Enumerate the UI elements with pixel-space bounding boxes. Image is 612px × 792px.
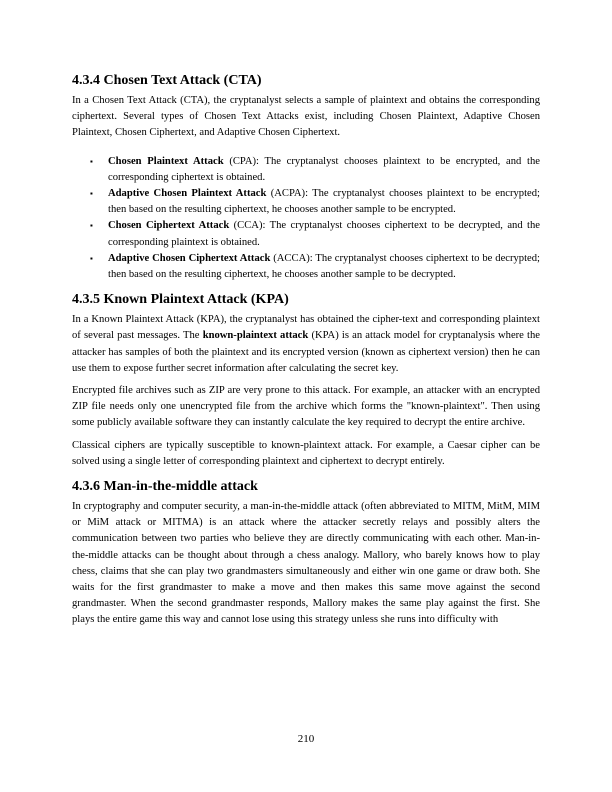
paragraph-text: (KPA) is an attack model for cryptanalysis where the attacker has samples of both the plaintext and its encrypted version (known as ciphertext version) then he can use them to expose further secret information after calculating the secret key. (72, 330, 540, 374)
section-mitm (72, 478, 540, 629)
section-heading: 4.3.6 Man-in-the-middle attack (72, 479, 258, 495)
bullet-text: The cryptanalyst chooses ciphertext to be decrypted, and the corresponding plaintext is obtained. (108, 220, 540, 248)
section-paragraph (72, 312, 540, 377)
list-item (108, 186, 540, 218)
section-kpa (72, 291, 540, 470)
section-heading: 4.3.4 Chosen Text Attack (CTA) (72, 73, 262, 88)
paragraph-text: In a Known Plaintext Attack (KPA), the cryptanalyst has obtained the cipher-text and corresponding plaintext of several past messages. The (72, 314, 540, 342)
bullet-abbr: (ACPA): (266, 188, 309, 200)
bullet-abbr: (ACCA): (270, 252, 313, 264)
section-paragraph: Encrypted file archives such as ZIP are very prone to this attack. For example, an attacker with an encrypted ZIP file needs only one unencrypted file from the archive which forms the "known-plaintext". Then using some publicly available software they can instantly calculate the key required to decrypt the entire archive. (72, 385, 540, 429)
section-paragraph: Classical ciphers are typically susceptible to known-plaintext attack. For example, a Caesar cipher can be solved using a single letter of corresponding plaintext and ciphertext to decrypt entirely. (72, 439, 540, 467)
bold-term: known-plaintext attack (202, 330, 309, 342)
bullet-term: Chosen Plaintext Attack (108, 155, 224, 167)
section-paragraph: In a Chosen Text Attack (CTA), the cryptanalyst selects a sample of plaintext and obtains the corresponding ciphertext. Several types of Chosen Text Attacks exist, including Chosen Plaintext, Adaptive Chosen Plaintext, Chosen Ciphertext, and Adaptive Chosen Ciphertext. (72, 95, 540, 139)
bullet-text: The cryptanalyst chooses ciphertext to be decrypted; then based on the resulting ciphertext, he chooses another sample to be decrypted. (108, 252, 540, 281)
list-item (108, 218, 540, 250)
list-item (108, 251, 540, 283)
list-item (108, 154, 540, 186)
bullet-text: The cryptanalyst chooses plaintext to be encrypted, and the corresponding ciphertext is obtained. (108, 155, 540, 183)
page-number: 210 (297, 733, 315, 745)
bullet-text: The cryptanalyst chooses plaintext to be encrypted; then based on the resulting ciphertext, he chooses another sample to be encrypted. (108, 188, 540, 216)
bullet-abbr: (CPA): (223, 155, 259, 167)
section-heading: 4.3.5 Known Plaintext Attack (KPA) (72, 292, 289, 308)
bullet-term: Adaptive Chosen Ciphertext Attack (108, 252, 271, 264)
section-paragraph: In cryptography and computer security, a man-in-the-middle attack (often abbreviated to MITM, MitM, MIM or MiM attack or MITMA) is an attack where the attacker secretly relays and possibly alters the communication between two parties who believe they are directly communicating with each other. Man-in-the-middle attacks can be thought about through a chess analogy. Mallory, who barely knows how to play chess, claims that she can play two grandmasters simultaneously and either win one game or draw both. She waits for the first grandmaster to make a move and then makes this same move against the second grandmaster. When the second grandmaster responds, Mallory makes the same play against the first. She plays the entire game this way and cannot lose using this strategy unless she runs into difficulty with (72, 501, 540, 626)
bullet-term: Adaptive Chosen Plaintext Attack (108, 188, 267, 200)
bullet-abbr: (CCA): (229, 220, 266, 232)
section-cta (72, 72, 540, 283)
bullet-list (72, 154, 540, 284)
bullet-term: Chosen Ciphertext Attack (108, 220, 230, 232)
